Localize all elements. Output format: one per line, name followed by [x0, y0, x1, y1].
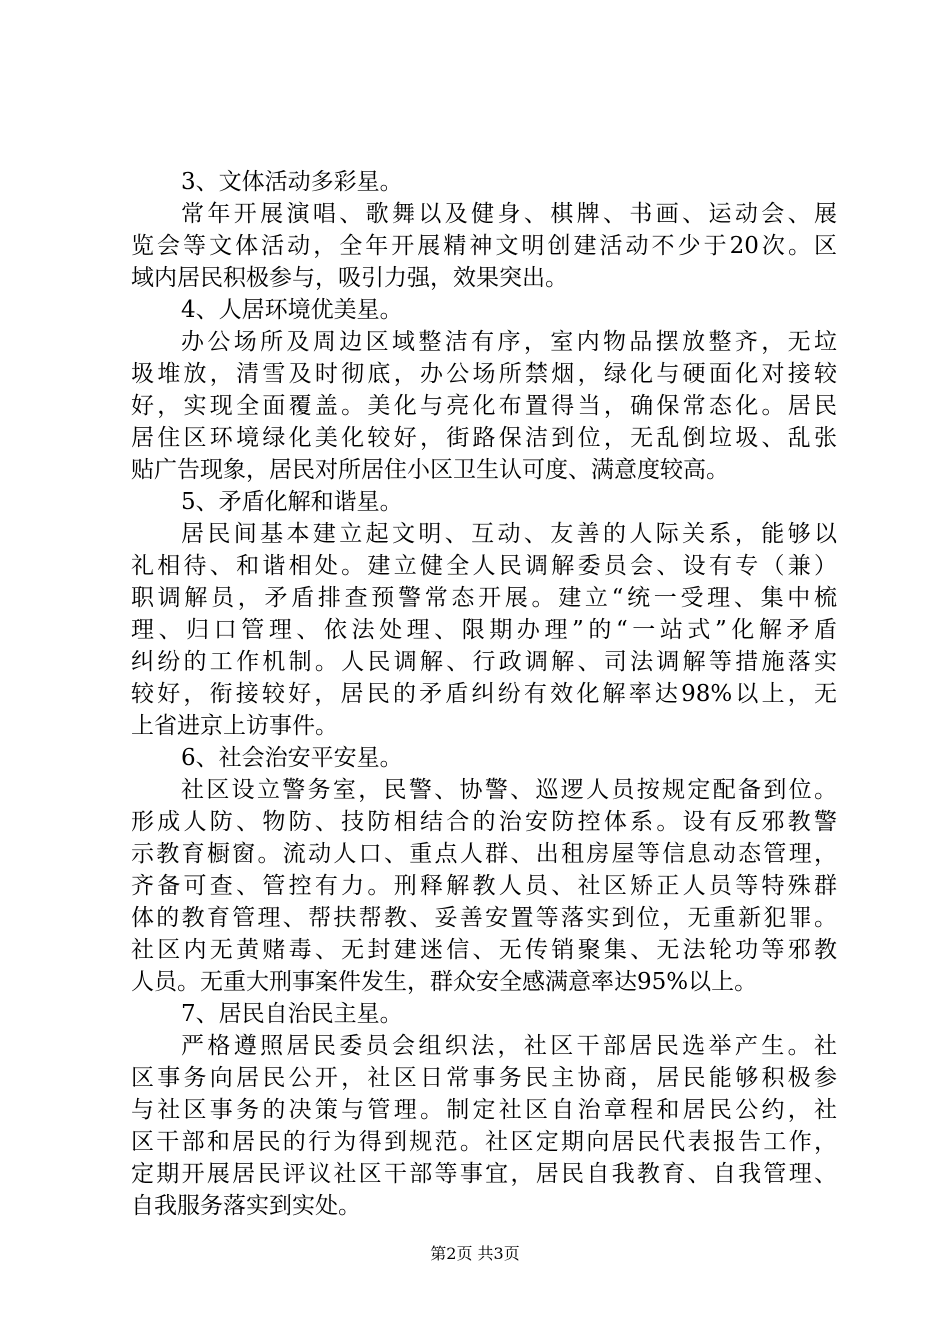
- paragraph-line: 区事务向居民公开，社区日常事务民主协商，居民能够积极参: [131, 1065, 837, 1091]
- paragraph-line: 体的教育管理、帮扶帮教、妥善安置等落实到位，无重新犯罪。: [131, 905, 837, 931]
- paragraph-line: 严格遵照居民委员会组织法，社区干部居民选举产生。社: [181, 1033, 837, 1059]
- paragraph-line: 自我服务落实到实处。: [131, 1193, 361, 1219]
- paragraph-line: 齐备可查、管控有力。刑释解教人员、社区矫正人员等特殊群: [131, 873, 837, 899]
- paragraph-line: 好，实现全面覆盖。美化与亮化布置得当，确保常态化。居民: [131, 393, 837, 419]
- section-paragraph: [131, 326, 837, 486]
- paragraph-line: 较好，衔接较好，居民的矛盾纠纷有效化解率达98%以上，无: [131, 681, 837, 707]
- section-heading: 5、矛盾化解和谐星。: [181, 489, 403, 515]
- section-paragraph: [131, 774, 837, 998]
- paragraph-line: 圾堆放，清雪及时彻底，办公场所禁烟，绿化与硬面化对接较: [131, 361, 837, 387]
- section-heading: 4、人居环境优美星。: [181, 297, 403, 323]
- paragraph-line: 贴广告现象，居民对所居住小区卫生认可度、满意度较高。: [131, 457, 729, 483]
- section-3: [131, 166, 837, 294]
- paragraph-line: 上省进京上访事件。: [131, 713, 338, 739]
- paragraph-line: 示教育橱窗。流动人口、重点人群、出租房屋等信息动态管理，: [131, 841, 837, 867]
- paragraph-line: 居民间基本建立起文明、互动、友善的人际关系，能够以: [181, 521, 837, 547]
- paragraph-line: 域内居民积极参与，吸引力强，效果突出。: [131, 265, 568, 291]
- section-4: [131, 294, 837, 486]
- section-7: [131, 998, 837, 1222]
- paragraph-line: 办公场所及周边区域整洁有序，室内物品摆放整齐，无垃: [181, 329, 837, 355]
- section-heading: 7、居民自治民主星。: [181, 1001, 403, 1027]
- paragraph-line: 纠纷的工作机制。人民调解、行政调解、司法调解等措施落实: [131, 649, 837, 675]
- page-number-footer: 第2页 共3页: [430, 1244, 520, 1263]
- paragraph-line: 定期开展居民评议社区干部等事宜，居民自我教育、自我管理、: [131, 1161, 837, 1187]
- paragraph-line: 人员。无重大刑事案件发生，群众安全感满意率达95%以上。: [131, 969, 758, 995]
- paragraph-line: 居住区环境绿化美化较好，街路保洁到位，无乱倒垃圾、乱张: [131, 425, 837, 451]
- document-body: [131, 166, 837, 1222]
- paragraph-line: 区干部和居民的行为得到规范。社区定期向居民代表报告工作，: [131, 1129, 837, 1155]
- paragraph-line: 礼相待、和谐相处。建立健全人民调解委员会、设有专（兼）: [131, 553, 837, 579]
- section-paragraph: [131, 198, 837, 294]
- section-6: [131, 742, 837, 998]
- paragraph-line: 职调解员，矛盾排查预警常态开展。建立“统一受理、集中梳: [131, 585, 837, 611]
- section-paragraph: [131, 1030, 837, 1222]
- paragraph-line: 理、归口管理、依法处理、限期办理”的“一站式”化解矛盾: [131, 617, 837, 643]
- paragraph-line: 与社区事务的决策与管理。制定社区自治章程和居民公约，社: [131, 1097, 837, 1123]
- paragraph-line: 社区设立警务室，民警、协警、巡逻人员按规定配备到位。: [181, 777, 837, 803]
- paragraph-line: 社区内无黄赌毒、无封建迷信、无传销聚集、无法轮功等邪教: [131, 937, 837, 963]
- paragraph-line: 览会等文体活动，全年开展精神文明创建活动不少于20次。区: [131, 233, 837, 259]
- section-heading: 3、文体活动多彩星。: [181, 169, 403, 195]
- paragraph-line: 形成人防、物防、技防相结合的治安防控体系。设有反邪教警: [131, 809, 837, 835]
- section-5: [131, 486, 837, 742]
- paragraph-line: 常年开展演唱、歌舞以及健身、棋牌、书画、运动会、展: [181, 201, 837, 227]
- section-heading: 6、社会治安平安星。: [181, 745, 403, 771]
- section-paragraph: [131, 518, 837, 742]
